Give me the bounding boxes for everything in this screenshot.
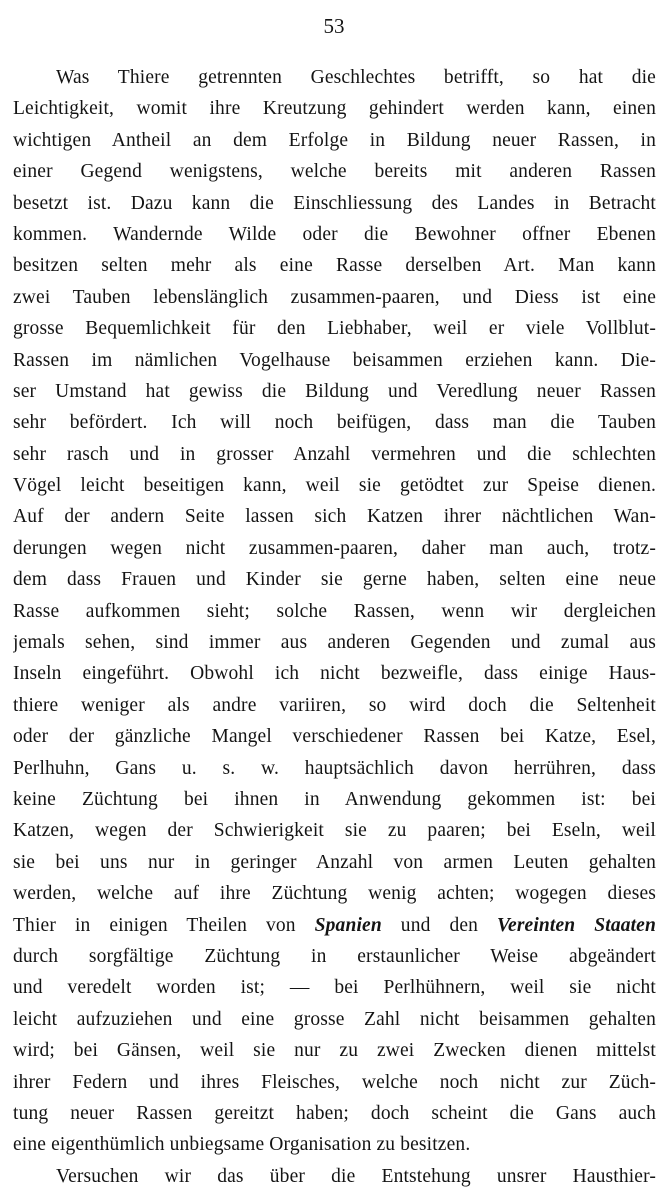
text-line: grosse Bequemlichkeit für den Liebhaber, weil er viele Vollblut- bbox=[13, 318, 656, 340]
text-line: werden, welche auf ihre Züchtung wenig achten; wogegen dieses bbox=[13, 883, 656, 905]
text-line: dem dass Frauen und Kinder sie gerne haben, selten eine neue bbox=[13, 569, 656, 591]
text-run: Thier in einigen Theilen von bbox=[13, 914, 315, 936]
text-line: oder der gänzliche Mangel verschiedener Rassen bei Katze, Esel, bbox=[13, 726, 656, 748]
text-line: Rassen im nämlichen Vogelhause beisammen erziehen kann. Die- bbox=[13, 349, 656, 371]
text-line: Was Thiere getrennten Geschlechtes betrifft, so hat die bbox=[56, 67, 656, 88]
emphasis-vereinten-staaten: Vereinten Staaten bbox=[497, 914, 656, 936]
emphasis-spanien: Spanien bbox=[314, 914, 382, 936]
text-line: sehr befördert. Ich will noch beifügen, dass man die Tauben bbox=[13, 412, 656, 434]
text-line: Perlhuhn, Gans u. s. w. hauptsächlich davon herrühren, dass bbox=[13, 757, 656, 779]
text-line: sehr rasch und in grosser Anzahl vermehren und die schlechten bbox=[13, 443, 656, 465]
text-line: Inseln eingeführt. Obwohl ich nicht bezweifle, dass einige Haus- bbox=[13, 663, 656, 685]
text-line: tung neuer Rassen gereitzt haben; doch scheint die Gans auch bbox=[13, 1102, 656, 1124]
text-line: Rasse aufkommen sieht; solche Rassen, wenn wir dergleichen bbox=[13, 600, 656, 622]
text-line: Katzen, wegen der Schwierigkeit sie zu paaren; bei Eseln, weil bbox=[13, 820, 656, 842]
text-line: ihrer Federn und ihres Fleisches, welche noch nicht zur Züch- bbox=[13, 1071, 656, 1093]
text-line: eine eigenthümlich unbiegsame Organisation zu besitzen. bbox=[13, 1134, 471, 1156]
text-line: derungen wegen nicht zusammen-paaren, daher man auch, trotz- bbox=[13, 537, 656, 559]
text-line: zwei Tauben lebenslänglich zusammen-paaren, und Diess ist eine bbox=[13, 286, 656, 308]
text-line: durch sorgfältige Züchtung in erstaunlicher Weise abgeändert bbox=[13, 945, 656, 967]
text-line: Vögel leicht beseitigen kann, weil sie getödtet zur Speise dienen. bbox=[13, 475, 656, 497]
text-run: und den bbox=[381, 914, 498, 936]
text-line: leicht aufzuziehen und eine grosse Zahl nicht beisammen gehalten bbox=[13, 1008, 656, 1030]
text-line: besitzen selten mehr als eine Rasse derselben Art. Man kann bbox=[13, 255, 656, 277]
text-line: sie bei uns nur in geringer Anzahl von armen Leuten gehalten bbox=[13, 851, 656, 873]
text-line: Leichtigkeit, womit ihre Kreutzung gehindert werden kann, einen bbox=[13, 98, 656, 120]
text-line: besetzt ist. Dazu kann die Einschliessung des Landes in Betracht bbox=[13, 192, 656, 214]
body-text bbox=[13, 62, 656, 1192]
text-line-with-emphasis bbox=[13, 910, 656, 941]
text-line: Auf der andern Seite lassen sich Katzen ihrer nächtlichen Wan- bbox=[13, 506, 656, 528]
text-line: ser Umstand hat gewiss die Bildung und Veredlung neuer Rassen bbox=[13, 380, 656, 402]
text-line: jemals sehen, sind immer aus anderen Gegenden und zumal aus bbox=[13, 632, 656, 654]
page-number: 53 bbox=[323, 14, 345, 38]
text-line: keine Züchtung bei ihnen in Anwendung gekommen ist: bei bbox=[13, 788, 656, 810]
text-line: Versuchen wir das über die Entstehung unsrer Hausthier- bbox=[56, 1165, 656, 1187]
text-line: wichtigen Antheil an dem Erfolge in Bildung neuer Rassen, in bbox=[13, 129, 656, 151]
text-line: und veredelt worden ist; — bei Perlhühnern, weil sie nicht bbox=[13, 977, 656, 999]
text-line: thiere weniger als andre variiren, so wird doch die Seltenheit bbox=[13, 694, 656, 716]
text-line: wird; bei Gänsen, weil sie nur zu zwei Zwecken dienen mittelst bbox=[13, 1040, 656, 1062]
text-line: kommen. Wandernde Wilde oder die Bewohner offner Ebenen bbox=[13, 223, 656, 245]
text-line: einer Gegend wenigstens, welche bereits mit anderen Rassen bbox=[13, 161, 656, 183]
